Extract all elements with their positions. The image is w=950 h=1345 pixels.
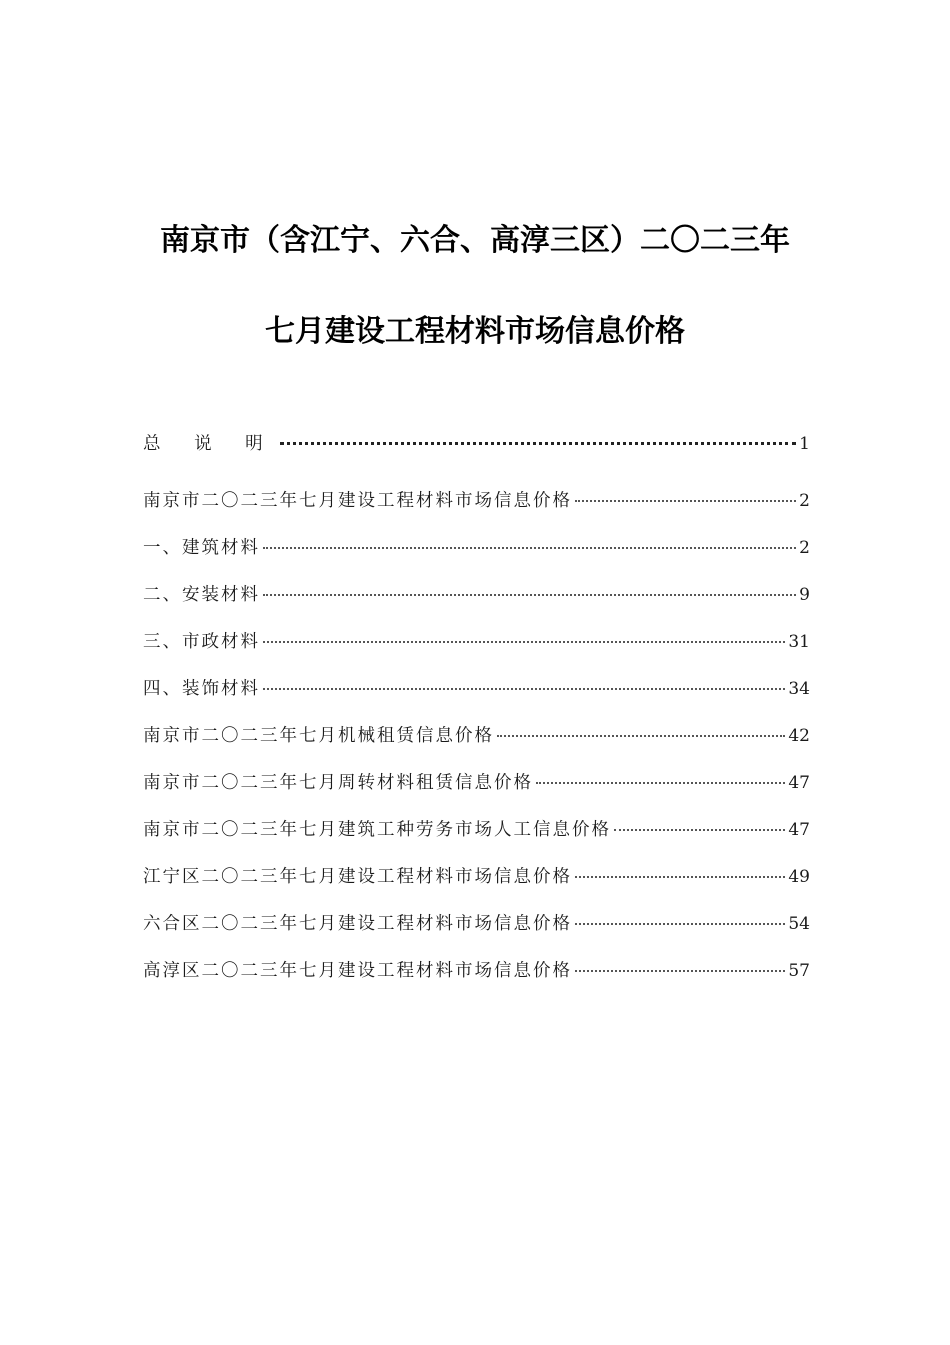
toc-entry-page: 9 [799, 585, 810, 605]
toc-entry-gaochun-materials[interactable] [143, 957, 810, 1004]
toc-leader-dots [536, 782, 785, 784]
toc-entry-nanjing-materials[interactable] [143, 487, 810, 534]
toc-entry-label: 二、安装材料 [143, 585, 260, 605]
toc-entry-page: 57 [788, 961, 810, 981]
toc-entry-page: 54 [788, 914, 810, 934]
toc-entry-page: 1 [799, 434, 810, 454]
toc-leader-dots [497, 735, 785, 737]
toc-entry-label: 南京市二〇二三年七月建设工程材料市场信息价格 [143, 491, 572, 511]
toc-leader-dots [263, 641, 785, 643]
toc-leader-dots [575, 876, 785, 878]
toc-leader-dots [614, 829, 785, 831]
toc-entry-luhe-materials[interactable] [143, 910, 810, 957]
toc-entry-general-notes[interactable] [143, 430, 810, 487]
toc-leader-dots [280, 442, 797, 445]
toc-entry-page: 47 [788, 820, 810, 840]
toc-leader-dots [575, 923, 785, 925]
toc-entry-label: 六合区二〇二三年七月建设工程材料市场信息价格 [143, 914, 572, 934]
toc-entry-label: 四、装饰材料 [143, 679, 260, 699]
toc-leader-dots [263, 547, 796, 549]
toc-entry-label: 南京市二〇二三年七月机械租赁信息价格 [143, 726, 494, 746]
toc-entry-page: 49 [788, 867, 810, 887]
toc-entry-page: 34 [788, 679, 810, 699]
toc-leader-dots [575, 500, 796, 502]
toc-entry-machinery-rental[interactable] [143, 722, 810, 769]
toc-entry-turnover-materials-rental[interactable] [143, 769, 810, 816]
toc-entry-municipal-materials[interactable] [143, 628, 810, 675]
toc-entry-labor-prices[interactable] [143, 816, 810, 863]
toc-leader-dots [575, 970, 785, 972]
toc-entry-installation-materials[interactable] [143, 581, 810, 628]
toc-leader-dots [263, 688, 785, 690]
toc-entry-label: 江宁区二〇二三年七月建设工程材料市场信息价格 [143, 867, 572, 887]
document-title [0, 218, 950, 355]
toc-entry-label: 一、建筑材料 [143, 538, 260, 558]
toc-leader-dots [263, 594, 796, 596]
title-line-1: 南京市（含江宁、六合、高淳三区）二〇二三年 [160, 223, 790, 258]
toc-entry-page: 47 [788, 773, 810, 793]
toc-entry-label: 总 说 明 [143, 434, 277, 454]
title-line-2: 七月建设工程材料市场信息价格 [265, 314, 685, 349]
toc-entry-page: 42 [788, 726, 810, 746]
toc-entry-label: 三、市政材料 [143, 632, 260, 652]
toc-entry-page: 2 [799, 538, 810, 558]
toc-entry-decoration-materials[interactable] [143, 675, 810, 722]
toc-entry-label: 南京市二〇二三年七月周转材料租赁信息价格 [143, 773, 533, 793]
toc-entry-label: 南京市二〇二三年七月建筑工种劳务市场人工信息价格 [143, 820, 611, 840]
toc-entry-page: 2 [799, 491, 810, 511]
toc-entry-label: 高淳区二〇二三年七月建设工程材料市场信息价格 [143, 961, 572, 981]
table-of-contents [143, 430, 810, 1004]
toc-entry-building-materials[interactable] [143, 534, 810, 581]
toc-entry-page: 31 [788, 632, 810, 652]
toc-entry-jiangning-materials[interactable] [143, 863, 810, 910]
